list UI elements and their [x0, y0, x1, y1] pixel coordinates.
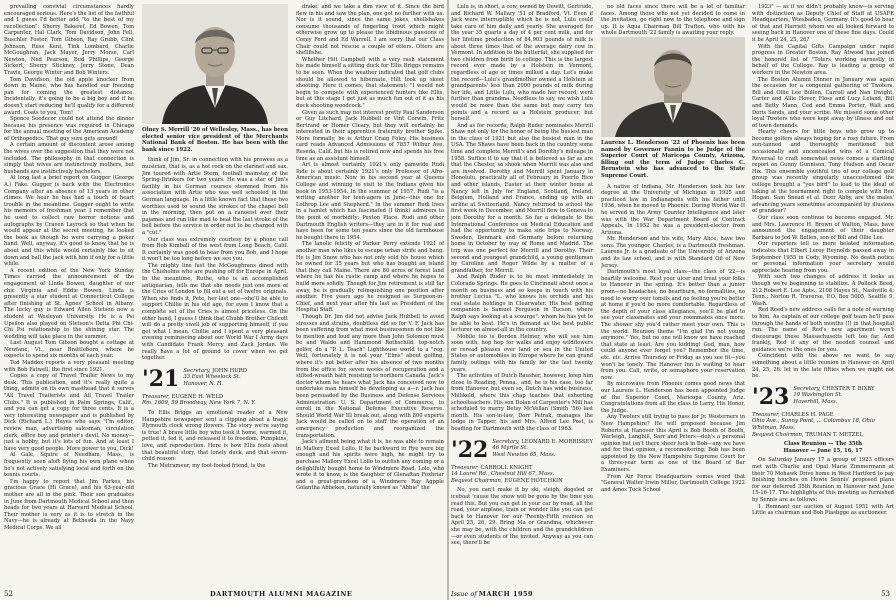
page-number-left: 52 — [4, 590, 13, 598]
paragraph: Dartmouth's most loyal class—the class of '22—is heartily welcome. Rest your ulcer and treat your folks to Hanover in the spring. It's better than a junior prom—no headaches, no heartburn, no formalities, no need to worry over tonsils and no feeling you're better at home if you'd be more comfortable. Regardless of the depth of your class allegiance, you'll be glad to see your classmates and your roommates once more. The shower shy you'd rather meet your own. This is the world. Reunion theme "I'm glad I'm not young anymore." Yes, but no one will know we have reached that state at least. Are you kidding! God, man, how could anyone ever forget you? Remember the time, etc. etc. Arrive Thursday or Friday as you see fit—you won't be lonely. The Hanover Inn is waiting to hear from you. Call, write, or semaphore your reservation now. — [601, 269, 745, 381]
paragraph: A certain amount of discontent arose among the wives over the suggestion that they were not included. The philosophy in that connection is simply that wives are instinctively mothers, but husbands are instinctively bachelors. — [4, 142, 134, 175]
class-heading-23 — [752, 383, 894, 410]
paragraph: Copies a copy of Travel Trailer News to my desk. This publication, and it's really quite a thing, admits on its own masthead that it serves "All Travel Trailerists and All Travel Trailer Clubs." It is published in Palm Springs, Calif., and you can get a copy for three cents. It is a very interesting newspaper and is published by Dick (Richard L.) Hayes who says "I'm editor, review man, advertising salesman, circulation clerk, office boy and printer's devil. No money—just a hobby, but it's lots of fun. And at least I have very good people. More power to you, Dick! — [4, 373, 134, 452]
class-treasurer: Treasurer, EUGENE H. WELD Rm. 1609, 59 Broadway, New York 7, N. Y. — [142, 393, 256, 407]
paragraph: Hearty cheers for little boys who grow up to become golfers always hoping for a rosy future. From sun-tanned and thoroughly mentioned but occasionally and unconcealed wins of a Comical Reversal to craft somewhat news comes a startling report on Gunny Gunnison, Tony Hudson and Oscar Hix. This ensemble youthful trio of our college golf group was recently singularly unaccustomed the college brought a "yes bird" to lead to the ideal of taking at the tournament right to compete with Ben Hogan. Sam Snead et al. Deer Abby, are the males' advancing years sometimes accompanied by illusions of grandeur? — [752, 129, 894, 215]
paragraph: 1. Remnant our auction of August 1951 with Art Little as chairman and Bob Plastigge as auctioneer. — [752, 503, 894, 517]
class-secretary-block: Secretary, LEONARD E. MORRISSEY 46 Myrtle St. West Newton 65, Mass. — [492, 438, 593, 458]
paragraph: drake; and we take a dim view of it. Since the bird flew in his and saw the plan, one got no further with us. Nor is it sound, since the same jokes, shellshakes consume thousands of fingerling trout which might otherwise grow up to please the libidinous passions of Corey Ford and Ed Warrell. I am sorry that our Class Chair could not rescue a couple of otters. Otters are shellfishe. — [296, 4, 444, 57]
paragraph: On Saturday January 17 a group of 1923 officers met with Charlie and Opal Marie Zimmermann at their 70 Mohawk Drive home in West Hartford to pay finishing touches on Howie Sennis' proposed plans for our deferred 35th Reunion in Hanover next June 15-16-17. The highlights of this meeting as furnished by Sennis are as follows: — [752, 457, 894, 503]
paragraph: Lulu is, in short, a cow, owned by Dewitt, Gertrude, and Richard W. Mallary '51 of Bradford, Vt. Even if Jack were interruptible which he is not, Lulu could take care of him daily and yearly. She averaged for the year 35 quarts a day of 4 per cent milk, and for her lifetime production of 84,903 pounds of milk is about three times that of the average dairy cow in Vermont. In addition to the butterfat, she supplied for two children from birth to college. This is the largest record ever made by a Holstein in Vermont, regardless of age or times milked a day. Let's make the record—Lulu's grandmother owned a Holstein at grandparents' less than 2000 pounds of milk during her life, and Little Lulu, who made her record, went further than grandma. Needless to say, we wish Lulu would be more than the same but may carry ten points and a record as a Holstein producer, but herself. — [451, 4, 593, 123]
portrait-photo-henderson — [601, 37, 745, 137]
right-column-3 — [752, 4, 894, 584]
paragraph: Our class was extremely courtesy by a phone call from Bob Kimball of the west from Long Beach, Calif. It certainly was good to hear from you Bob, and I hope it won't be too long before we see you. — [142, 236, 288, 263]
paragraph: From Air Force Headquarters comes word that "General Walter Irwin Miller, Dartmouth College 1922 and Amos Tuck School — [601, 473, 745, 493]
paragraph: Coincident with the above we want to say something about a little reunion in Hanover on April 24, 25, 26: let in the late fifties when we might not be. — [752, 353, 894, 380]
paragraph: Last August Tom Gibson bought a cottage at Newfane, Vt., near Brattleboro, where he expects to spend six months of each year. — [4, 340, 134, 360]
magazine-title: DARTMOUTH ALUMNI MAGAZINE — [210, 590, 353, 598]
paragraph: Tom Davidson, the old apple knocker from down in Maine, who has handled our freezing pan for coming the greatest distance. Incidentally, it's going to be a big boy and if he doesn't start reducing he'll qualify for a different award. Coats to you, Tom! — [4, 76, 134, 116]
paragraph: Jack's ailment being what it is, he was able to remain in Mallory Exsel Lollo. If he backward in Rye were big enough and his spirits were high, he might try to purchase Mallory Excel Lollo to outfish any coming or a delightfully bought home to Windmere Road. Lolo, who wrote it to know, is the daughter of Glenaftan Foxbriar and a great-grandson of a Windmere Ray Agpple Golantha Abbeken, naturally known as "Abbie" the — [296, 439, 444, 492]
photo-caption-merrill: Olney S. Merrill '20 of Wellesley, Mass., has been elected senior vice president of the Merchants National Bank of Boston. He has been with the bank since 1922. — [142, 127, 288, 153]
paragraph: To Ellis Briggs an emotional reader of a New Hampshire newspaper sent a clipping about a tragic Plymouth clock wrong flowers. The story we're saying is true! A brave little boy who took it home, warmed it, petted it, fed it, and released it to freedom. Pumpkins, love, and reproduction. Here is how Ellis feels about that beautiful story, that lonely duck, and that seven-child reason: — [142, 409, 288, 463]
paragraph: think of Jim, Sr. in connection with his prowess as a musician, that is, as a hot rock on the clarinet and sax. Jim toured with Artie Stern, football mainstay of the Spring-Drinkers for two years. He was a star of Jim's facility in his German courses stemmed from his association with Artie who was well schooled in the German language. In a little known fact that these two worthies used to sound the strokes of the chapel bell in the morning, then put on a canoeist over their pajamas and run like mad to beat the last stroke of the bell before the service in order not to be charged with a "cut." — [142, 157, 288, 236]
issue-label: Issue of MARCH 1959 — [451, 590, 534, 598]
class-year: '23 — [752, 383, 790, 410]
class-treasurer: Treasurer, CARROLL KNIGHT 14 Laurel Rd., Chestnut Hill 67, Mass. Bequest Chairman, EUGENE HOTCHKIN — [451, 464, 563, 484]
paragraph: Al Gale, Squire of Needham, Mass., is frequently seen aloft flying his own plane when he's not actively satisfying local and forth on the tennis courts. — [4, 452, 134, 479]
paragraph: With the Capital Gifts Campaign under rapid progress in Greater Boston. Ray Atwood has joined the honored list of "Toters working earnestly in behalf of the College. Ray is leading a group of workers in the Newton area. — [752, 43, 894, 76]
reunion-notice: Class Reunion — The 35th Hanover — June 15, 16, 17 — [783, 441, 863, 454]
class-heading-21 — [142, 365, 288, 392]
paragraph: The activities of Dutch Bausher, however, keep him close to Reading, Penna., and, he is his case, too far from Hanover, but even so, Dutch has wide business, Millikeld, where this chap teaches that exhorting schoolteachers. His son Dolan of Carpenter's Mill has scheduled to marry Betsy McVellan (Smith '56) last month. His son-in-law, Dorr Petrak, manages the lodge in Tapper, his and Mrs. Alfred Lee Post, is heading for Dartmouth with the class of 1963. — [451, 373, 593, 432]
paragraph: With such two changes of address it looks as though we're beginning to stabilize. A Pollock Beed, 212 Robert E. Lee Apts., 2108 Hayes St., Nashville 4; Tenn.; Norton R. Traverse, P.O. Box 5005, Seattle 9, Wash. — [752, 274, 894, 307]
class-secretary-block: Secretary, CHESTER T. BIXBY 10 Washington St. Haverhill, Mass. — [793, 385, 875, 406]
paragraph: Spence Seedecor could not attend the dinner because his presence was required in Chicago for the annual meeting of the American Academy of Orthopedics. That guy sure gets around! — [4, 116, 134, 142]
paragraph: no old faces since there will be a lot of familiar faces. Among those who not yet decided to come in the invitation, go right now to the telephone and sign up. It is Aqua Chairman Bill Trafton, who with his whole Dartmouth '22 family is awaiting your reply. — [601, 4, 745, 37]
left-column-1 — [4, 4, 134, 584]
paragraph: The Metrameur, my foot-footed friend, is the — [148, 462, 266, 469]
paragraph: A recent edition of the New York Sunday Times carried the announcement of the engagement of Linda Bowen, daughter of our chic Virginia and Eddie Bowen. Linda is presently a star student at Connecticut College after finishing at St. Agnes' School in Albany. The lucky guy is Edward Allen Stetson now a student at Wesleyan University. He is a Psi Upsilon also played on Stetson's Delta Phi Chi-Chi Psi relationship to the shining star. The wedding will take place in the summer. — [4, 267, 134, 340]
paragraph: Our reporters tell us more belated information indicates that Elbert Leroy Reynolds passed away in September 1955 in Cody, Wyoming. No death notice or personal information your secretary would appreciate hearing from you. — [752, 241, 894, 274]
paragraph: And as for records, Ralph Ruder nominates Merrill Shaw not only for the honor of being the busiest man in the class of 1921 but also the busiest man in the USA. The Shaws have been back in the country some time and complete Merrill's and Dorothy's mileage in 1958. Suffice it to say that it is believed as far as are that the Chester, so shook when Merrill was also and are involved. Dorothy and Merrill spent January in Honolulu, practically all of February in Puerto Rico and other islands, Easter at their winter home at Nancy left in July for England, Scotland, Ireland, Belgium, Holland and France, ending up with an airline at Switzerland. Nancy returned to school the first week in December, and Merrill flew to Geneva to join Dorothy for a month. So far a delegate to the International Conference on Medical Education and had the opportunity to make side trips to Norway, Sweden, Denmark and Germany before returning home in October by way of Rome and Madrid. The trip was one perfect for Merrill and Dorothy. Their second and youngest grandchild, a young gentleman by Caroline and Roger Wilde by a matter of a grandfather, for Merrill. — [451, 122, 593, 274]
class-heading-22 — [451, 436, 593, 463]
left-page — [0, 0, 447, 600]
paragraph: Ted Maddox reports a very pleasant meeting with Bob Fatwell, the first since 1921. — [4, 360, 134, 373]
right-column-1 — [451, 4, 593, 584]
paragraph: Our class soon continue to become engaged. Mr. and Mrs. Lawrence H. Brown of Walton, Mass. have announced the engagement of their daughter Barbara to Jed W. Bullen, son of Bill and Ollie Lee. — [752, 215, 894, 241]
paragraph: Given as such may not interest pretty Paul Sanderson or Guy Litchard, Jack Hubbell or Vint Corwin, Fritz Bertrand or Homer Cleary, but they will certainly be interested in their apprentice fraternity brother Spike. More formally, he is Arthur Craig Foley. His business card reads Advanced Admissions of 7857 Wilbur Ave. Reseda, Calif. but his is retired now and spends his free time as an assistant himself. — [296, 109, 444, 162]
paragraph: Though Dr. Jim did not advise Jack Hubbell to avoid stresses and strains, doubtless did so for V. F. Jack has been suffering from what most businessmen do not like to mention and loud any more than John Solomon must be and Waldo and Hammond Rothschild. top-notch golfer, do a "P. L. Teach" Lighthouse world to a "reg. Well, fortunately it is not your "Elms" about golfing, where it's not better after his absence of two months from the office for, seven weeks of recuperation and a stilted-wreath bath resisting to northern Canada. Jack's doctor whom he hears what Jack has conceived now to undertake man himself be developing as a—r. Jack has been persuaded by the Business and Defense Services Administration. U. S. Department of Commerce, to enroll in the National Defense Executive Reserve. Should World War III break out, along with 800 experts Jack would be called on to staff the operation of an emergency production and reorganized the transportation. — [296, 313, 444, 439]
class-treasurer: Treasurer, CHARLES H. PAGE Ohio Ave., Sunny Point, ... Columbus 18, Ohio Whitman, Mass. Bequest Chairman, TRUMAN T. METZEL — [752, 411, 875, 438]
page-number-right: 53 — [881, 590, 890, 598]
class-year: '21 — [142, 365, 180, 392]
paragraph: A native of Indiana, Mr. Henderson took his law degree at the University of Michigan in 1925 and practiced law in Indianapolis with his father until 1936, when he moved to Phoenix. During World War II he served in the Army Counter Intelligence and later was with the War Department Board of Contract Appeals. In 1952 he was a president-elector from Arizona. — [601, 183, 745, 236]
photo-caption-henderson: Laurens L. Henderson '22 of Phoenix has been named by Governor Fannin to be Judge of the Superior Court of Maricopa County, Arizona, filling out the term of Judge Charles C. Bernstein who has advanced to the State Supreme Court. — [601, 139, 745, 179]
paragraph: Any Twoters still trying to pass for Jr. Westerners in New Hampshire? He will proposed because Jim Roberts at Hanover this April is Bob Booth of Booth, Warleigh, Langhill, Sarr and Peters—doh's a personal opinion but isn't there sheer luck in Bob—any we have and for that opinion, a reconnoitering; Bob has been appointed by the New Hampshire Supreme Court for a three-year term as one of the Board of Bar Examiners. — [601, 414, 745, 474]
portrait-photo-merrill — [142, 4, 288, 124]
paragraph: prevailing convivial circumstances hardly encouraged serious. Here's the list of the faithful and I guess I'd better add "to the best of my recollection": Sherry Bakeref, Ed Bowen, Tom Carpenter, Hal Clark, Tom Davidson, John Fell, Buschler Foster, Tom Gibson, Ray Grubb, Clint Johnson, Russ Kent, Tink Lombard, Charlie McGoughran, Jack Mayer, Jerry Morse, Carl Newton, Ned Pearson, Bud Phillips, George Sickert, Sherry Stickney, Jerry Stone, Dean Travis, George Winter and Bob Winters. — [4, 4, 134, 76]
paragraph: Art is almost certainly 1921's only gamwide Rudi Ihde is about certainly 1921's only Professor of Afro-American music. Now in his second year at Queens College and winning to visit to the Indians given his book in 1953-1954. In the summer of 1957, Rudi "is a writing another for teen-agers in June—this one for Lothrop Lee and Shepherd." In the summer Rudi lives in a hamlet which has fascinated (I think) admirers to the point of morbidity: Pexton Place. Rudi and other Dartmouth English writers—they are in it for real and have been for some ten years since the old farmhouse he bought there in 1954. — [296, 162, 444, 241]
paragraph: The Boston Alumni Dinner in January was again the occasion for a congenial gathering of Twoters. Bill and Ollie Lee Bullen, Carroll and Nan Dwight, Carter and Allie Hover, Floss and Lucy Leland, Bill and Betty Mann, Ced and Emma Porter, Walt and Doris Sands, and your scribe. We missed some other loyal Twoters who were kept away by illness and out of town demands. — [752, 76, 894, 129]
paragraph: Red Reed's new address calls for a note of warning to him. As captain of our college golf team he'll pass through the hands of both months (!) in that hospital run. The name of Red's new apartment won't discourage these Massachusetts left too far. And frankly, Red if any of the needed counsel and guidance we're the ones for you. — [752, 307, 894, 353]
paragraph: At long last a brief report on Gugger (George A.) Fake. Gugger is back with the Electronics Company after an absence of 13 years in other climes. We hear he has had a touch of heart trouble in the meantime. Gugger ought to write his memoirs of freshman year. I remember that he used to collect raw horror notions and autographs by Craven Layrock so that when he would appear at the secret meeting, he looked the book as though he were carrying a poker hand. Well, anyway, it's good to know that he is about and this while would certainly like to sit down and ball the jack with him if only for a little while. — [4, 175, 134, 268]
paragraph: The lanolic felicity of Parker Perry extends 1921 of another man who likes to escape urban strife and bang. He is Jim Snow who has not only sold his house which he owned for 35 years but who has bought an island that they call Maine. There are 80 acres of forest land where he has his rustic camp and where he hopes to build more solidly. Though for Jim retirement is still far away, he is gradually relinquishing one position after another. Five years ago he resigned as Surgeon-in-Chief, and next year after his last as President of the Hospital Staff. — [296, 241, 444, 314]
paragraph: Mobile too is Borden Helmer, who will see him soon with, hop hop for walks and enjoy wildflowers or reread pleases over land or sea in the United States or automobiles in Europe where he can grand family outings with his family for the last twenty years. — [451, 333, 593, 373]
left-column-3 — [296, 4, 444, 584]
paragraph: Whether Hilt Campbell with a very rash statement his made himself a sitting duck for Ellis Briggs remains to be seen. When the weather indicated that golf clubs should be allowed to hibernate, Hilt took up skeet shooting. Here it comes, that statement: "I would not begin to compete with experienced hunters like Ellis, but at this stage I get just as much fun out of it as his duck shooting woodcock." — [296, 56, 444, 109]
paragraph: Mr. Henderson and his wife, Mary Alice, have two sons. The younger, Charles, is a Dartmouth freshman. Laurens Jr. is a graduate of the University of Arizona and its law school, and is with Standard Oil of New Jersey. — [601, 236, 745, 269]
class-secretary-block: Secretary, JOHN HURD 33 East Wheelock St. Hanover, N. H. — [183, 367, 247, 387]
paragraph: By microwave from Phoenix comes good news that our Laurens L. Henderson has been appointed Judge of the Superior Court, Maricopa County, Ariz. Congratulations from all the class to Larry, His Honor, the Judge. — [601, 381, 745, 414]
paragraph: The mighty line fast the McGoughrans dined with the Chisholms who are pushing off for Europe in April. In the meantime, Ruthe, who is an accomplished antiquarian, tells me that she needs just one more of the Cries of London to fill out a set of twelve originals. When she finds it, Pete, her last one—she'll be able to support Chillie in his old age, for even I know that a complete set of the Cries is almost priceless. On the other hand, I guess I think that Chubb Brother Chilcott will do a pretty swell job of supporting himself, if you get what I mean. Chillie and I spent a very pleasant evening reminiscing about our World War I Army days with Candidate Frank Mercy and Zack Jordan. We really have a lot of ground to cover when we get together. — [142, 262, 288, 362]
right-page — [449, 0, 896, 600]
left-column-2 — [142, 4, 288, 584]
right-column-2 — [601, 4, 745, 584]
class-year: '22 — [451, 436, 489, 463]
paragraph: I'm happy to report that Jim Parkes, his gracious Grace (Hi Grace), and his 63-year-old mother are all in the pink. Their son graduates in June from Dartmouth Medical School and then heads for two years at Harvard Medical School. Their mother is very as it is to stretch in the Navy—he is already at Bethesda in the Navy Medical Corps. We all — [4, 478, 134, 531]
paragraph: 1923" — as if we didn't probably know—is serving with distinction as Deputy Chief of Staff at USAFE Headquarters, Wiesbaden, Germany. It's good to hear of that and Harriett whom we all looked forward to seeing back in Hanover one of these fine days. Could it be April 24, 25, 26? — [752, 4, 894, 43]
paragraph: No, you can't make it by ski, sleigh, dogsled or iceboat 'cause the snow will be gone by the time you read this. But you can get in your car by road, all the road, your airplane, train or wonder like you can get back to Hanover for our Twenty-Fifth reunion on April 25, 26, 29. Bring Ma or Grandma, whichever she may be, with the children and the grandchildren—or even students of the invited. Anyway as you can see, there'll be — [451, 487, 593, 547]
paragraph: And Ralph Ruder is to be most immediately in Colorado Springs. He goes to Cincinnati about once a month on business and so keeps in touch with his brother Lucius "L. who knows his orchids and his real estate holdings in Clearwater. His best golfing companion is Samuel Ferguson in Tucson, where Ralph says looking at a scourge". whom he has yet to be able to beat. He's in demand as the best public lecturer on almost-all in the country. — [451, 274, 593, 334]
